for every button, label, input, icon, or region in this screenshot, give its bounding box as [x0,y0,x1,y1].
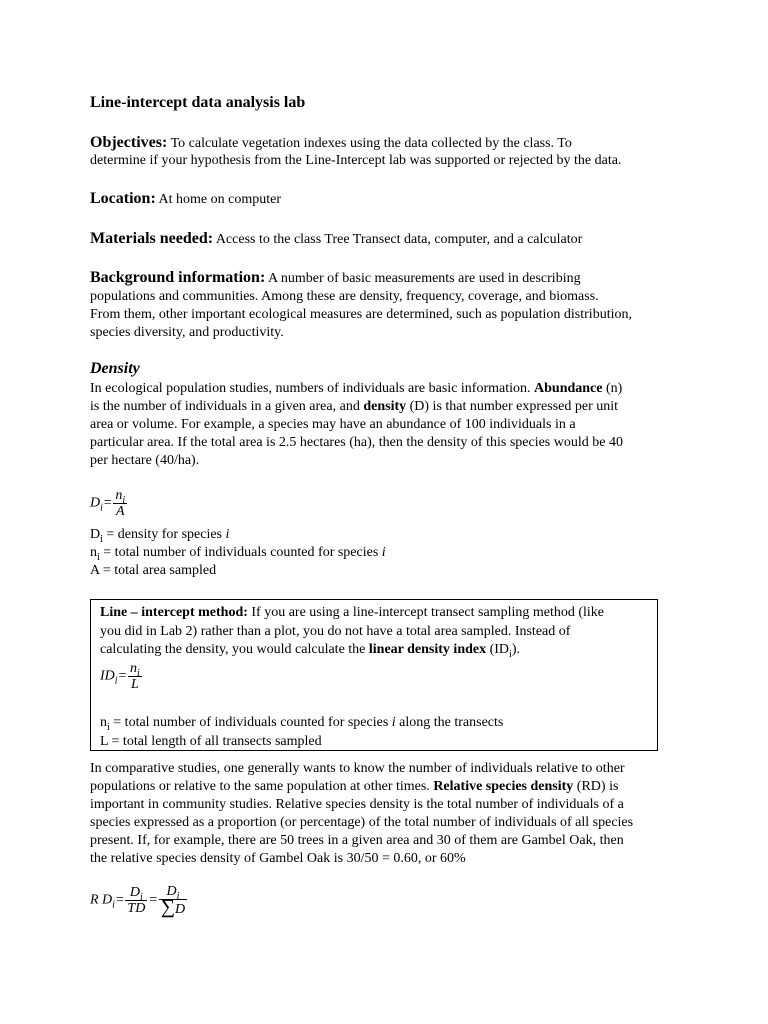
comparative-line-1: In comparative studies, one generally wants to know the number of individuals relative to other [90,761,625,776]
box-label: Line – intercept method: [100,605,248,620]
materials-text: Access to the class Tree Transect data, computer, and a calculator [215,232,583,247]
formula-sub: i [112,899,115,911]
box-text: If you are using a line-intercept transect sampling method (like [247,605,604,620]
def-sub: i [107,721,110,733]
fraction-numerator [125,885,147,901]
density-definition-1 [90,526,690,544]
def-text: = density for species [102,527,226,542]
box-definition-1 [100,714,700,732]
box-text: ). [511,642,520,657]
numerator-text: D [129,885,141,900]
formula-equals: = [102,495,113,511]
density-term: density [363,399,407,414]
numerator-text: D [166,884,177,899]
comparative-text: populations or relative to the same population at other times. [90,779,434,794]
fraction-denominator: L [131,677,139,692]
box-line-2: you did in Lab 2) rather than a plot, you do not have a total area sampled. Instead of [100,624,571,639]
numerator-text: n [130,661,138,676]
fraction-numerator [113,488,127,504]
density-text: (D) is that number expressed per unit [406,399,619,414]
box-line-3 [100,641,700,659]
comparative-line-4: species expressed as a proportion (or percentage) of the total number of individuals of all species [90,815,634,830]
box-definition-2: L = total length of all transects sampled [100,734,322,749]
formula-equals: = [114,892,125,908]
density-line-4: particular area. If the total area is 2.5 hectares (ha), then the density of this species would be 40 [90,435,623,450]
density-line-5: per hectare (40/ha). [90,453,200,468]
formula-sub: i [100,502,103,514]
objectives-line-2: determine if your hypothesis from the Line-Intercept lab was supported or rejected by the data. [90,153,622,168]
density-formula [90,488,128,519]
def-symbol: n [100,715,107,730]
formula-lhs: D [90,495,101,511]
formula-lhs: ID [100,668,115,684]
materials-label: Materials needed: [90,230,214,247]
abundance-term: Abundance [534,381,603,396]
box-sub: i [509,648,512,660]
formula-fraction-2 [159,884,187,917]
def-text: = total number of individuals counted for species [99,545,382,560]
objectives-label: Objectives: [90,134,168,151]
def-text: = total number of individuals counted for species [109,715,392,730]
comparative-text: (RD) is [573,779,619,794]
fraction-denominator: A [115,504,125,519]
location-text: At home on computer [158,192,281,207]
background-label: Background information: [90,269,266,286]
density-definition-3: A = total area sampled [90,563,217,578]
def-italic: i [225,527,230,542]
background-text-1: A number of basic measurements are used in describing [268,271,581,286]
density-text: (n) [602,381,623,396]
comparative-line-2 [90,778,690,796]
def-sub: i [100,533,103,545]
objectives-line-1 [90,134,690,153]
summation-symbol: ∑ [160,896,176,918]
numerator-text: n [115,488,123,503]
background-line-1 [90,269,690,288]
formula-fraction [128,661,142,692]
fraction-denominator [159,896,187,918]
objectives-text-1: To calculate vegetation indexes using the data collected by the class. To [170,136,572,151]
background-line-4: species diversity, and productivity. [90,325,284,340]
relative-density-term: Relative species density [433,779,574,794]
fraction-denominator: TD [127,901,146,916]
fraction-numerator [128,661,142,677]
line-intercept-box [90,599,658,751]
formula-equals: = [117,668,128,684]
background-line-3: From them, other important ecological measures are determined, such as population distribution, [90,307,632,322]
relative-density-formula [90,884,188,917]
density-line-1 [90,380,690,398]
location-label: Location: [90,190,156,207]
formula-lhs: R D [90,892,113,908]
def-italic: i [381,545,386,560]
numerator-sub: i [176,890,180,902]
density-line-2 [90,398,690,416]
def-italic: i [391,715,396,730]
formula-sub: i [114,675,118,687]
density-text: is the number of individuals in a given area, and [90,399,364,414]
density-definition-2 [90,544,690,562]
def-symbol: D [90,527,101,542]
def-sub: i [97,551,100,563]
comparative-line-5: present. If, for example, there are 50 trees in a given area and 30 of them are Gambel Oak, then [90,833,624,848]
density-heading: Density [90,360,140,377]
numerator-sub: i [137,667,140,679]
comparative-line-3: important in community studies. Relative species density is the total number of individuals of a [90,797,624,812]
def-text: along the transects [395,715,504,730]
denominator-text: D [175,902,186,917]
linear-density-term: linear density index [368,642,487,657]
box-line-1 [100,604,700,622]
comparative-line-6: the relative species density of Gambel Oak is 30/50 = 0.60, or 60% [90,851,466,866]
formula-fraction-1 [125,885,147,916]
background-line-2: populations and communities. Among these are density, frequency, coverage, and biomass. [90,289,599,304]
formula-fraction [113,488,127,519]
density-line-3: area or volume. For example, a species may have an abundance of 100 individuals in a [90,417,576,432]
linear-density-formula [100,661,143,692]
location-line [90,190,690,209]
page-title: Line-intercept data analysis lab [90,94,306,111]
box-text: calculating the density, you would calculate the [100,642,369,657]
box-text: (ID [486,642,510,657]
materials-line [90,230,690,249]
formula-equals: = [148,892,158,908]
def-symbol: n [90,545,97,560]
density-text: In ecological population studies, numbers of individuals are basic information. [90,381,535,396]
numerator-sub: i [122,494,126,506]
numerator-sub: i [140,891,143,903]
